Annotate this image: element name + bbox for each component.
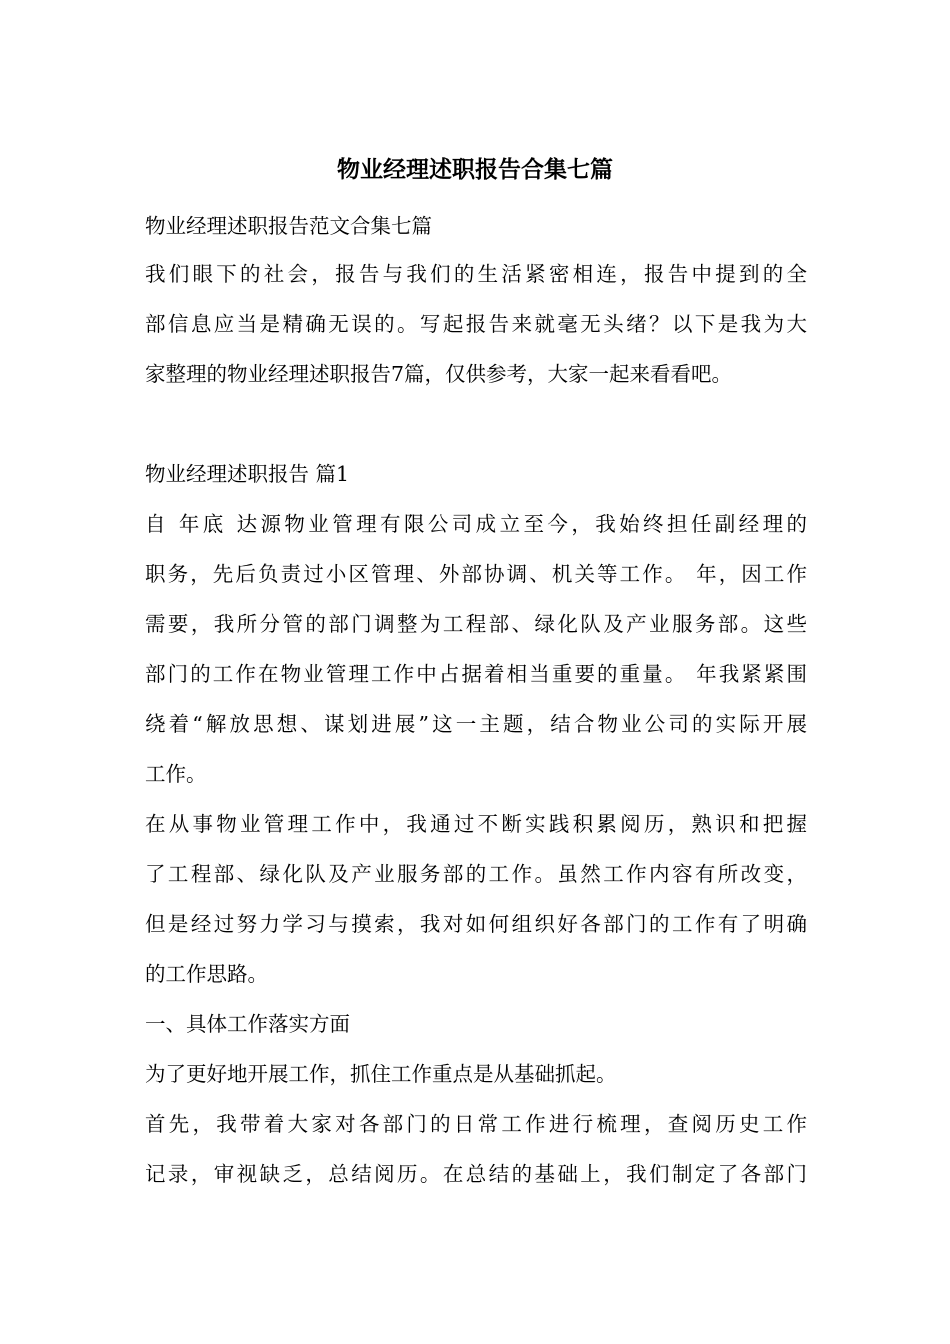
section-heading: 物业经理述职报告 篇1	[145, 462, 350, 486]
subtitle-line: 物业经理述职报告范文合集七篇	[145, 214, 432, 238]
paragraph-line: 自 年底 达源物业管理有限公司成立至今，我始终担任副经理的	[145, 512, 807, 536]
paragraph-line: 了工程部、绿化队及产业服务部的工作。虽然工作内容有所改变，	[145, 862, 807, 886]
intro-line: 部信息应当是精确无误的。写起报告来就毫无头绪？以下是我为大	[145, 312, 807, 336]
paragraph-line: 职务，先后负责过小区管理、外部协调、机关等工作。 年，因工作	[145, 562, 807, 586]
intro-line: 我们眼下的社会，报告与我们的生活紧密相连，报告中提到的全	[145, 262, 807, 286]
paragraph-line: 部门的工作在物业管理工作中占据着相当重要的重量。 年我紧紧围	[145, 662, 807, 686]
paragraph-line: 绕着“解放思想、谋划进展”这一主题，结合物业公司的实际开展	[145, 712, 807, 736]
paragraph-line: 首先，我带着大家对各部门的日常工作进行梳理，查阅历史工作	[145, 1112, 807, 1136]
subsection-heading: 一、具体工作落实方面	[145, 1012, 350, 1036]
paragraph-line: 记录，审视缺乏，总结阅历。在总结的基础上，我们制定了各部门	[145, 1162, 807, 1186]
paragraph-line: 为了更好地开展工作，抓住工作重点是从基础抓起。	[145, 1062, 617, 1086]
paragraph-line: 的工作思路。	[145, 962, 268, 986]
intro-line: 家整理的物业经理述职报告7篇，仅供参考，大家一起来看看吧。	[145, 362, 733, 386]
paragraph-line: 在从事物业管理工作中，我通过不断实践积累阅历，熟识和把握	[145, 812, 807, 836]
paragraph-line: 但是经过努力学习与摸索，我对如何组织好各部门的工作有了明确	[145, 912, 807, 936]
paragraph-line: 工作。	[145, 762, 207, 786]
paragraph-line: 需要，我所分管的部门调整为工程部、绿化队及产业服务部。这些	[145, 612, 807, 636]
document-title: 物业经理述职报告合集七篇	[337, 157, 613, 183]
